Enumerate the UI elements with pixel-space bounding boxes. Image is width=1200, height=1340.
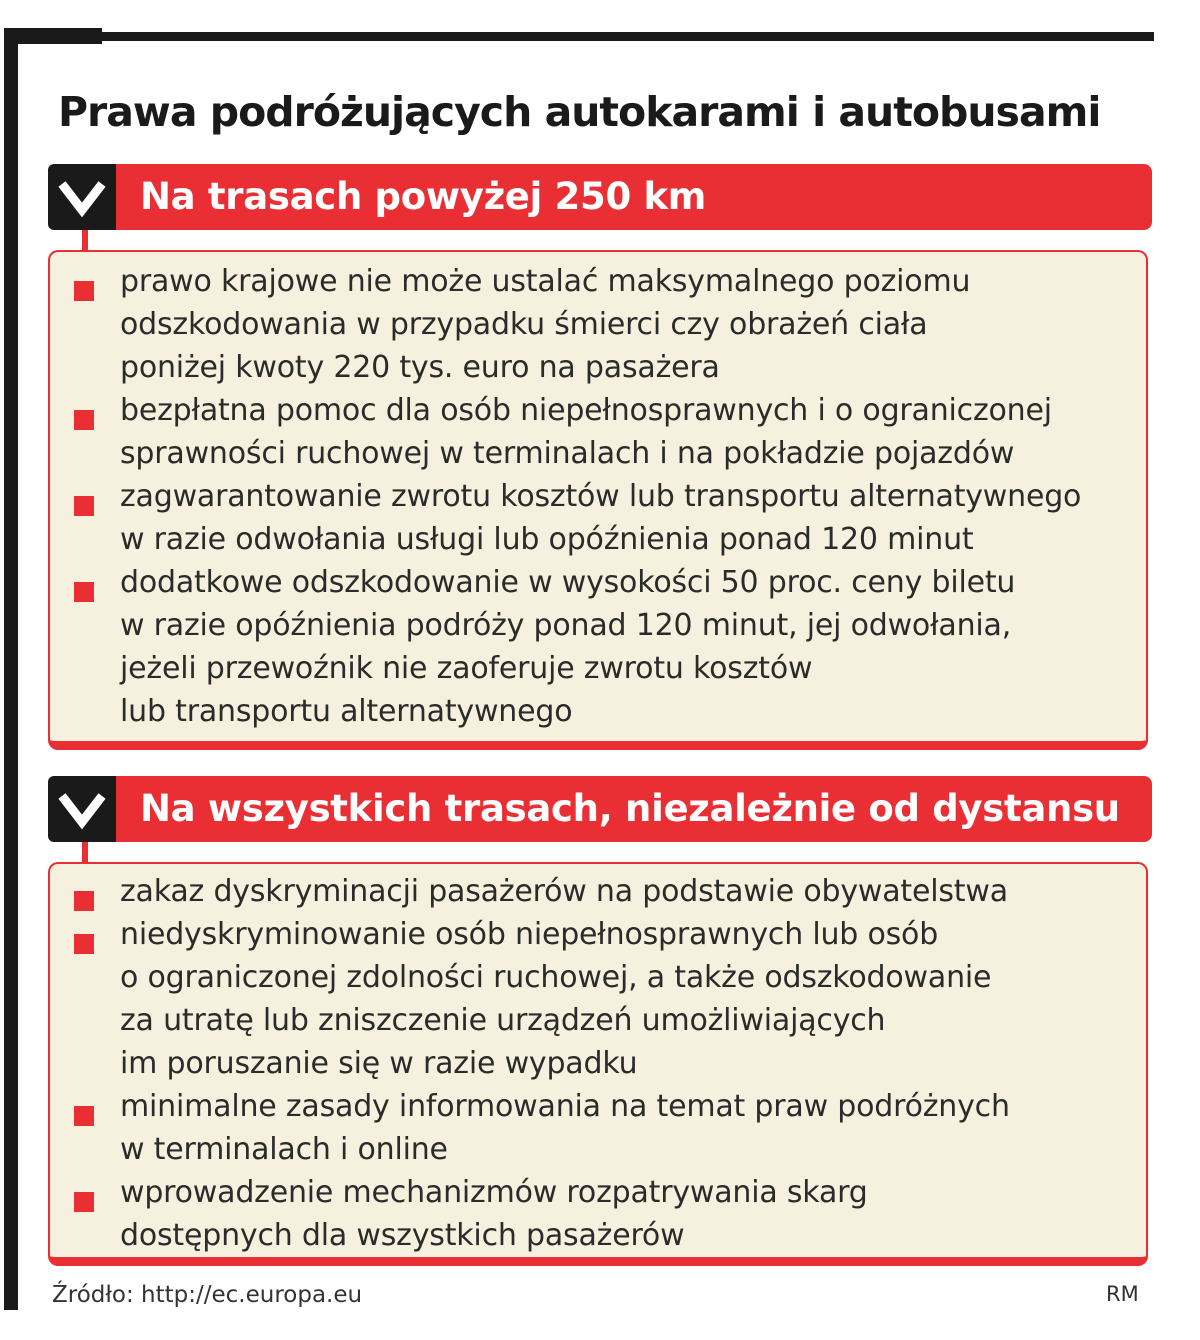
item-line: lub transportu alternatywnego xyxy=(120,694,573,729)
item-line: poniżej kwoty 220 tys. euro na pasażera xyxy=(120,350,720,385)
square-bullet-icon xyxy=(74,496,94,516)
item-line: o ograniczonej zdolności ruchowej, a także odszkodowanie xyxy=(120,960,992,995)
item-line: niedyskryminowanie osób niepełnosprawnych lub osób xyxy=(120,917,939,952)
section-header-all-routes xyxy=(48,776,1152,842)
chevron-down-icon xyxy=(48,776,116,842)
frame-top-rule xyxy=(100,32,1154,41)
item-line: minimalne zasady informowania na temat praw podróżnych xyxy=(120,1089,1010,1124)
section-title: Na trasach powyżej 250 km xyxy=(140,175,707,218)
item-line: prawo krajowe nie może ustalać maksymalnego poziomu xyxy=(120,264,971,299)
frame-left-bar xyxy=(4,28,18,1310)
item-line: zakaz dyskryminacji pasażerów na podstawie obywatelstwa xyxy=(120,874,1008,909)
author-credit: RM xyxy=(1106,1282,1139,1306)
item-line: dodatkowe odszkodowanie w wysokości 50 proc. ceny biletu xyxy=(120,565,1016,600)
item-line: za utratę lub zniszczenie urządzeń umożliwiających xyxy=(120,1003,886,1038)
item-line: w razie odwołania usługi lub opóźnienia ponad 120 minut xyxy=(120,522,974,557)
square-bullet-icon xyxy=(74,891,94,911)
square-bullet-icon xyxy=(74,1192,94,1212)
page-title: Prawa podróżujących autokarami i autobusami xyxy=(58,88,1101,136)
square-bullet-icon xyxy=(74,281,94,301)
item-line: sprawności ruchowej w terminalach i na pokładzie pojazdów xyxy=(120,436,1015,471)
section-title: Na wszystkich trasach, niezależnie od dystansu xyxy=(140,787,1120,830)
item-line: im poruszanie się w razie wypadku xyxy=(120,1046,638,1081)
frame-top-corner xyxy=(4,28,102,44)
item-line: bezpłatna pomoc dla osób niepełnosprawnych i o ograniczonej xyxy=(120,393,1052,428)
item-line: wprowadzenie mechanizmów rozpatrywania skarg xyxy=(120,1175,868,1210)
item-line: w terminalach i online xyxy=(120,1132,448,1167)
item-line: w razie opóźnienia podróży ponad 120 minut, jej odwołania, xyxy=(120,608,1012,643)
item-line: zagwarantowanie zwrotu kosztów lub transportu alternatywnego xyxy=(120,479,1082,514)
item-line: dostępnych dla wszystkich pasażerów xyxy=(120,1218,685,1253)
source-note: Źródło: http://ec.europa.eu xyxy=(52,1282,363,1308)
section-connector xyxy=(82,842,88,862)
square-bullet-icon xyxy=(74,582,94,602)
item-line: jeżeli przewoźnik nie zaoferuje zwrotu kosztów xyxy=(120,651,813,686)
chevron-down-icon xyxy=(48,164,116,230)
section-panel-all-routes xyxy=(48,862,1148,1266)
section-header-long-routes xyxy=(48,164,1152,230)
section-panel-long-routes xyxy=(48,250,1148,750)
square-bullet-icon xyxy=(74,1106,94,1126)
square-bullet-icon xyxy=(74,934,94,954)
item-line: odszkodowania w przypadku śmierci czy obrażeń ciała xyxy=(120,307,928,342)
section-connector xyxy=(82,230,88,250)
square-bullet-icon xyxy=(74,410,94,430)
